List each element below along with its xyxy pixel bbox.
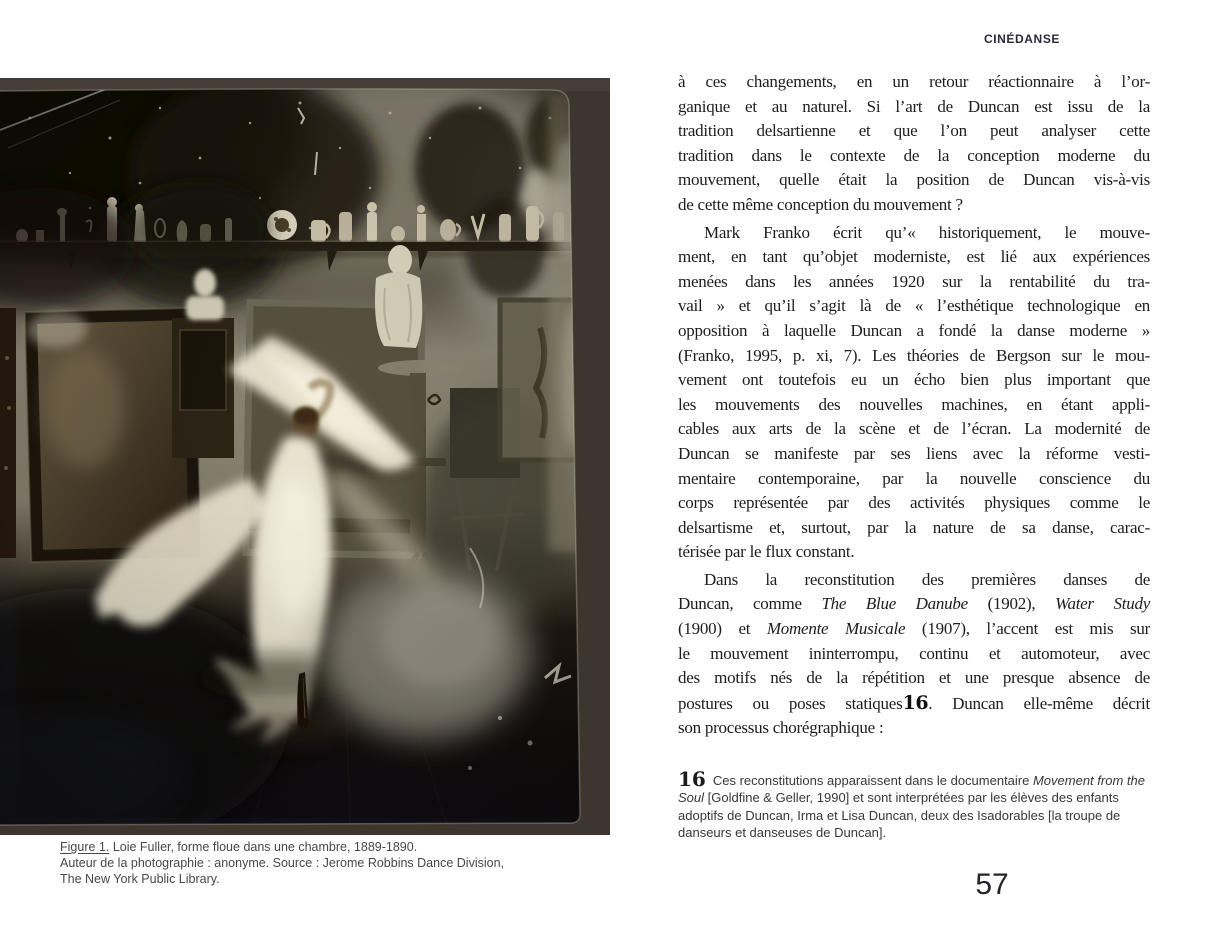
- text-run: Ces reconstitutions apparaissent dans le documentaire: [712, 773, 1033, 788]
- text-line: [678, 95, 1150, 120]
- caption-line-1: [60, 839, 560, 855]
- text-run: cables aux arts de la scène et de l’écran. La modernité de: [678, 419, 1150, 439]
- text-run: ganique et au naturel. Si l’art de Duncan est issu de la: [678, 96, 1150, 116]
- text-run: Duncan, comme: [678, 594, 822, 614]
- text-run: de cette même conception du mouvement ?: [678, 194, 963, 214]
- caption-line-3: The New York Public Library.: [60, 872, 220, 886]
- text-line: [678, 417, 1150, 442]
- text-run: le mouvement ininterrompu, continu et automoteur, avec: [678, 643, 1150, 663]
- text-run: tradition dans le contexte de la conception moderne du: [678, 145, 1150, 165]
- text-run: ment, en tant qu’objet moderniste, est lié aux expériences: [678, 247, 1150, 267]
- paragraph: [678, 221, 1150, 565]
- text-run: [Goldfine & Geller, 1990] et sont interprétées par les élèves des enfants adoptifs de Duncan, Irma et Lisa Duncan, deux des Isadorables [la troupe de danseurs et danseuses de Duncan].: [678, 790, 1121, 840]
- figure-1-photo: [0, 78, 610, 835]
- text-run: Mark Franko écrit qu’« historiquement, le mouve-: [704, 222, 1150, 242]
- text-run: vail » et qu’il s’agit là de « l’esthétique technologique en: [678, 296, 1150, 316]
- text-run: Duncan se manifeste par ses liens avec la réforme vesti-: [678, 443, 1150, 463]
- paragraph: [678, 70, 1150, 218]
- text-line: [678, 368, 1150, 393]
- text-line: [678, 442, 1150, 467]
- text-line: [678, 193, 1150, 218]
- figure-caption: [60, 839, 560, 887]
- text-run: tradition delsartienne et que l’on peut analyser cette: [678, 121, 1150, 141]
- italic-text: Water Study: [1055, 594, 1150, 614]
- article-text: [678, 70, 1150, 744]
- text-line: [678, 467, 1150, 492]
- text-line: [678, 617, 1150, 642]
- text-run: opposition à laquelle Duncan a fondé la danse moderne »: [678, 320, 1150, 340]
- text-line: [678, 319, 1150, 344]
- italic-text: Momente Musicale: [766, 619, 906, 639]
- text-line: [678, 642, 1150, 667]
- text-line: [678, 221, 1150, 246]
- text-line: [678, 716, 1150, 741]
- text-run: . Duncan elle-même décrit: [928, 693, 1150, 713]
- loie-fuller-photograph: [0, 78, 610, 835]
- text-run: delsartisme et, surtout, par la nature de sa danse, carac-: [678, 517, 1150, 537]
- footnote-text: [678, 773, 1145, 840]
- text-run: térisée par le flux constant.: [678, 542, 855, 562]
- figure-label: Figure 1.: [60, 840, 110, 854]
- text-line: [678, 666, 1150, 691]
- italic-text: The Blue Danube: [821, 594, 968, 614]
- text-run: menées dans les années 1920 sur la rentabilité du tra-: [678, 271, 1150, 291]
- text-run: son processus chorégraphique :: [678, 718, 884, 738]
- text-line: [678, 70, 1150, 95]
- text-line: [678, 592, 1150, 617]
- italic-text: Movement from the Soul: [678, 773, 1145, 806]
- text-run: mouvement, quelle était la position de Duncan vis-à-vis: [678, 170, 1150, 190]
- text-line: [678, 516, 1150, 541]
- text-run: vement ont toutefois eu un écho bien plus important que: [678, 370, 1150, 390]
- footnote-ref: 16: [902, 691, 929, 714]
- text-line: [678, 393, 1150, 418]
- text-line: [678, 540, 1150, 565]
- text-line: [678, 270, 1150, 295]
- text-run: postures ou poses statiques: [678, 693, 903, 713]
- text-run: (1907), l’accent est mis sur: [905, 619, 1150, 639]
- text-run: corps représentée par des activités physiques comme le: [678, 493, 1150, 513]
- text-line: [678, 568, 1150, 593]
- running-head: CINÉDANSE: [983, 32, 1061, 46]
- text-line: [678, 491, 1150, 516]
- text-line: [678, 245, 1150, 270]
- footnote: [678, 767, 1150, 841]
- text-run: (1902),: [967, 594, 1056, 614]
- text-line: [678, 119, 1150, 144]
- text-line: [678, 691, 1150, 717]
- footnote-number: 16: [678, 767, 706, 791]
- paragraph: [678, 568, 1150, 741]
- figure-title: Loie Fuller, forme floue dans une chambre, 1889-1890.: [109, 840, 418, 854]
- text-run: (1900) et: [678, 619, 767, 639]
- text-run: les mouvements des nouvelles machines, en étant appli-: [678, 394, 1150, 414]
- text-line: [678, 168, 1150, 193]
- text-run: des motifs nés de la répétition et une presque absence de: [678, 668, 1150, 688]
- text-run: mentaire contemporaine, par la nouvelle conscience du: [678, 468, 1150, 488]
- text-run: (Franko, 1995, p. xi, 7). Les théories de Bergson sur le mou-: [678, 345, 1150, 365]
- text-line: [678, 294, 1150, 319]
- text-run: Dans la reconstitution des premières danses de: [704, 569, 1150, 589]
- text-line: [678, 344, 1150, 369]
- text-run: à ces changements, en un retour réactionnaire à l’or-: [678, 72, 1150, 91]
- caption-line-2: Auteur de la photographie : anonyme. Source : Jerome Robbins Dance Division,: [60, 856, 505, 870]
- text-line: [678, 144, 1150, 169]
- page-number: 57: [975, 868, 1009, 901]
- photo-print: [0, 78, 610, 835]
